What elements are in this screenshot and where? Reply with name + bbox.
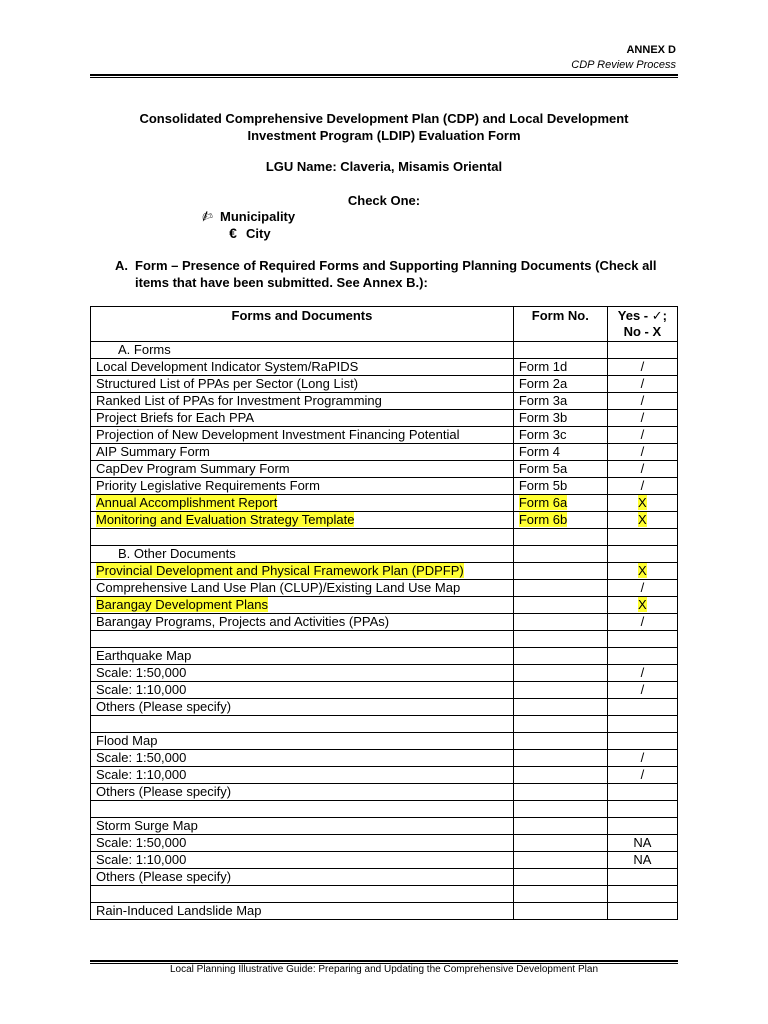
cell-document [91, 682, 514, 699]
euro-bullet-icon: € [229, 225, 237, 241]
cell-document [91, 614, 514, 631]
cell-form-no [513, 733, 607, 750]
cell-mark-text: / [640, 580, 645, 595]
cell-mark-text: X [638, 563, 647, 578]
cell-document [91, 393, 514, 410]
footer-text: Local Planning Illustrative Guide: Preparing and Updating the Comprehensive Development Plan [169, 964, 599, 975]
cell-document [91, 801, 514, 818]
header-yes-no [607, 307, 677, 342]
cell-document-text: Local Development Indicator System/RaPIDS [96, 359, 359, 374]
cell-document-text: Comprehensive Land Use Plan (CLUP)/Existing Land Use Map [96, 580, 461, 595]
cell-document-text: Projection of New Development Investment Financing Potential [96, 427, 460, 442]
table-row [91, 784, 678, 801]
cell-mark-text: / [640, 478, 645, 493]
table-row [91, 716, 678, 733]
cell-form-no [513, 835, 607, 852]
cell-mark [607, 444, 677, 461]
cell-mark [607, 376, 677, 393]
cell-mark-text: / [640, 359, 645, 374]
cell-document [91, 835, 514, 852]
cell-document [91, 495, 514, 512]
cell-mark [607, 512, 677, 529]
cell-mark [607, 801, 677, 818]
cell-mark [607, 359, 677, 376]
cell-mark-text: / [640, 461, 645, 476]
cell-document [91, 784, 514, 801]
cell-form-no [513, 869, 607, 886]
cell-document-text: Priority Legislative Requirements Form [96, 478, 320, 493]
cell-document-text: Others (Please specify) [96, 699, 232, 714]
cell-form-no [513, 682, 607, 699]
cell-document [91, 376, 514, 393]
cell-mark [607, 580, 677, 597]
cell-document-text: Provincial Development and Physical Framework Plan (PDPFP) [96, 563, 464, 578]
cell-mark [607, 597, 677, 614]
cell-document [91, 461, 514, 478]
cell-mark [607, 852, 677, 869]
cell-mark-text: / [640, 427, 645, 442]
cell-mark-text: / [640, 767, 645, 782]
cell-form-no [513, 563, 607, 580]
lgu-name: LGU Name: Claveria, Misamis Oriental [265, 159, 503, 174]
cell-mark [607, 495, 677, 512]
cell-document [91, 869, 514, 886]
table-row [91, 733, 678, 750]
cell-document-text: Others (Please specify) [96, 784, 232, 799]
cell-mark-text: X [638, 597, 647, 612]
cell-mark-text: / [640, 444, 645, 459]
cell-form-no [513, 546, 607, 563]
cell-document-text: B. Other Documents [118, 546, 236, 561]
cell-mark [607, 648, 677, 665]
cell-document-text: Structured List of PPAs per Sector (Long List) [96, 376, 359, 391]
cell-mark [607, 886, 677, 903]
table-row [91, 478, 678, 495]
table-row [91, 801, 678, 818]
table-row [91, 444, 678, 461]
table-row [91, 495, 678, 512]
cell-document-text: Scale: 1:50,000 [96, 665, 187, 680]
table-row [91, 818, 678, 835]
table-row [91, 767, 678, 784]
cell-form-no [513, 886, 607, 903]
table-row [91, 563, 678, 580]
cell-document-text: Scale: 1:10,000 [96, 852, 187, 867]
cell-form-no [513, 750, 607, 767]
table-row [91, 393, 678, 410]
cell-document-text: Scale: 1:10,000 [96, 682, 187, 697]
table-row [91, 699, 678, 716]
table-row [91, 614, 678, 631]
cell-document [91, 529, 514, 546]
forms-table [90, 306, 678, 920]
table-row [91, 512, 678, 529]
cell-document-text: Project Briefs for Each PPA [96, 410, 254, 425]
cell-mark [607, 546, 677, 563]
cell-mark [607, 682, 677, 699]
cell-document-text: Barangay Programs, Projects and Activities (PPAs) [96, 614, 390, 629]
cell-mark [607, 427, 677, 444]
cell-document-text: Scale: 1:50,000 [96, 835, 187, 850]
cell-form-no [513, 818, 607, 835]
cell-mark-text: / [640, 665, 645, 680]
cell-mark [607, 563, 677, 580]
cell-document [91, 648, 514, 665]
cell-document [91, 665, 514, 682]
table-row [91, 461, 678, 478]
cell-mark-text: NA [633, 852, 652, 867]
cell-document [91, 716, 514, 733]
cell-document-text: Others (Please specify) [96, 869, 232, 884]
section-a-text: Form – Presence of Required Forms and Supporting Planning Documents (Check all items that have been submitted. See Annex B.): [135, 258, 657, 290]
table-row [91, 359, 678, 376]
table-row [91, 410, 678, 427]
cell-mark [607, 393, 677, 410]
cell-document [91, 546, 514, 563]
section-a-letter: A. [115, 258, 128, 273]
cell-form-no-text: Form 3c [518, 427, 567, 442]
cell-document-text: Ranked List of PPAs for Investment Programming [96, 393, 382, 408]
cell-form-no [513, 784, 607, 801]
cell-form-no [513, 359, 607, 376]
cell-form-no [513, 461, 607, 478]
cell-mark [607, 818, 677, 835]
table-header-row [91, 307, 678, 342]
cell-form-no [513, 631, 607, 648]
cell-form-no-text: Form 1d [518, 359, 568, 374]
header-yes: Yes - ✓; [617, 308, 667, 323]
cell-form-no [513, 665, 607, 682]
cell-form-no-text: Form 3a [518, 393, 568, 408]
cell-form-no-text: Form 6a [518, 495, 568, 510]
table-row [91, 546, 678, 563]
cell-form-no [513, 529, 607, 546]
cell-form-no [513, 393, 607, 410]
cell-form-no-text: Form 6b [518, 512, 568, 527]
cell-mark [607, 784, 677, 801]
cell-mark-text: X [638, 512, 647, 527]
table-row [91, 750, 678, 767]
cell-document [91, 512, 514, 529]
cell-mark [607, 835, 677, 852]
table-row [91, 682, 678, 699]
table-row [91, 835, 678, 852]
cell-document [91, 342, 514, 359]
cell-mark [607, 410, 677, 427]
cell-form-no-text: Form 3b [518, 410, 568, 425]
cell-form-no-text: Form 5b [518, 478, 568, 493]
cell-mark-text: / [640, 750, 645, 765]
table-row [91, 342, 678, 359]
cell-document-text: Earthquake Map [96, 648, 192, 663]
cell-mark [607, 903, 677, 920]
cell-mark [607, 342, 677, 359]
cell-form-no-text: Form 5a [518, 461, 568, 476]
cell-document [91, 699, 514, 716]
option-municipality[interactable] [196, 208, 295, 225]
table-row [91, 580, 678, 597]
cell-document-text: Scale: 1:50,000 [96, 750, 187, 765]
cell-document-text: Storm Surge Map [96, 818, 198, 833]
table-row [91, 852, 678, 869]
cell-mark [607, 750, 677, 767]
header-forms-documents: Forms and Documents [91, 307, 514, 342]
table-row [91, 648, 678, 665]
cell-form-no [513, 342, 607, 359]
cell-mark [607, 869, 677, 886]
table-row [91, 376, 678, 393]
cell-form-no [513, 410, 607, 427]
cell-form-no [513, 716, 607, 733]
cell-mark-text: / [640, 376, 645, 391]
cell-form-no [513, 903, 607, 920]
cell-document-text: A. Forms [118, 342, 171, 357]
cell-document [91, 818, 514, 835]
cell-mark [607, 716, 677, 733]
cell-document [91, 427, 514, 444]
cell-form-no [513, 614, 607, 631]
cell-document [91, 886, 514, 903]
cell-mark-text: X [638, 495, 647, 510]
cell-form-no-text: Form 4 [518, 444, 561, 459]
document-title [90, 110, 678, 144]
table-row [91, 529, 678, 546]
cell-mark [607, 461, 677, 478]
cell-document [91, 359, 514, 376]
cell-mark-text: / [640, 393, 645, 408]
cell-document [91, 580, 514, 597]
cell-form-no [513, 478, 607, 495]
cell-document [91, 444, 514, 461]
cell-form-no [513, 699, 607, 716]
cell-document [91, 767, 514, 784]
option-city[interactable] [222, 225, 271, 241]
cell-document-text: Barangay Development Plans [96, 597, 268, 612]
cell-mark-text: NA [633, 835, 652, 850]
annex-subtitle: CDP Review Process [571, 59, 676, 71]
table-row [91, 597, 678, 614]
cell-document-text: Rain-Induced Landslide Map [96, 903, 262, 918]
cell-form-no [513, 580, 607, 597]
cell-mark [607, 631, 677, 648]
cell-document [91, 478, 514, 495]
cell-mark [607, 614, 677, 631]
cell-form-no [513, 801, 607, 818]
cell-document [91, 597, 514, 614]
cell-form-no [513, 512, 607, 529]
cell-mark-text: / [640, 682, 645, 697]
table-row [91, 665, 678, 682]
cell-document-text: Monitoring and Evaluation Strategy Template [96, 512, 355, 527]
cell-form-no [513, 767, 607, 784]
cell-document-text: Scale: 1:10,000 [96, 767, 187, 782]
cell-document [91, 563, 514, 580]
cell-form-no [513, 444, 607, 461]
header-form-no: Form No. [513, 307, 607, 342]
cell-mark-text: / [640, 614, 645, 629]
cell-mark [607, 733, 677, 750]
cell-document [91, 631, 514, 648]
header-no: No - X [623, 324, 662, 339]
annex-label: ANNEX D [626, 44, 676, 56]
cell-form-no [513, 648, 607, 665]
cell-document [91, 733, 514, 750]
check-one-label: Check One: [347, 193, 421, 208]
cell-document-text: CapDev Program Summary Form [96, 461, 290, 476]
cell-document [91, 903, 514, 920]
title-line-1: Consolidated Comprehensive Development Plan (CDP) and Local Development [139, 111, 629, 126]
cell-document-text: Flood Map [96, 733, 158, 748]
table-row [91, 903, 678, 920]
cell-document-text: AIP Summary Form [96, 444, 210, 459]
cell-mark [607, 529, 677, 546]
cell-mark [607, 767, 677, 784]
cell-mark [607, 665, 677, 682]
cell-document [91, 750, 514, 767]
cell-document-text: Annual Accomplishment Report [96, 495, 278, 510]
cell-mark-text: / [640, 410, 645, 425]
section-a-heading [115, 257, 680, 291]
header-rule [90, 74, 678, 78]
option-municipality-label: Municipality [220, 209, 296, 224]
cell-form-no [513, 852, 607, 869]
table-row [91, 631, 678, 648]
title-line-2: Investment Program (LDIP) Evaluation Form [247, 128, 521, 143]
cell-document [91, 410, 514, 427]
cell-form-no [513, 427, 607, 444]
cell-mark [607, 699, 677, 716]
cell-document [91, 852, 514, 869]
cell-mark [607, 478, 677, 495]
table-row [91, 427, 678, 444]
option-city-label: City [246, 225, 271, 241]
checkmark-pen-icon: ✍ [198, 206, 216, 226]
cell-form-no [513, 376, 607, 393]
cell-form-no [513, 597, 607, 614]
table-row [91, 886, 678, 903]
table-row [91, 869, 678, 886]
cell-form-no [513, 495, 607, 512]
cell-form-no-text: Form 2a [518, 376, 568, 391]
